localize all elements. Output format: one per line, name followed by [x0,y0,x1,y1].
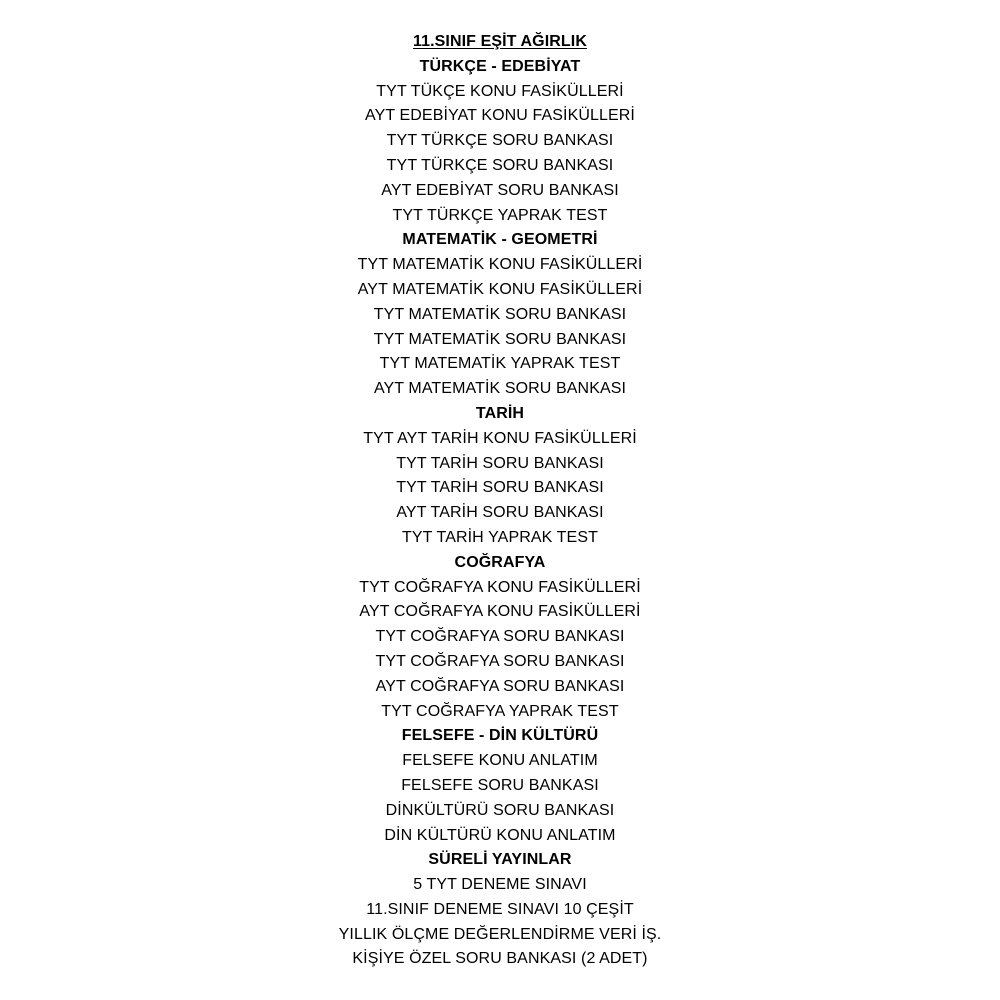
list-item: TYT TARİH SORU BANKASI [396,479,604,497]
list-item: TYT TÜKÇE KONU FASİKÜLLERİ [376,82,624,100]
list-item: KİŞİYE ÖZEL SORU BANKASI (2 ADET) [352,950,648,968]
list-item: AYT COĞRAFYA SORU BANKASI [375,677,625,695]
list-item: TYT COĞRAFYA KONU FASİKÜLLERİ [359,578,641,596]
document-title: 11.SINIF EŞİT AĞIRLIK [413,33,587,50]
section-tarih [0,402,1000,551]
list-item: TYT TÜRKÇE YAPRAK TEST [392,206,608,224]
list-item: TYT MATEMATİK SORU BANKASI [373,305,627,323]
book-list-document [0,30,1000,972]
section-cografya [0,551,1000,725]
list-item: AYT TARİH SORU BANKASI [396,504,604,522]
section-heading: FELSEFE - DİN KÜLTÜRÜ [401,727,599,745]
list-item: TYT COĞRAFYA YAPRAK TEST [381,702,619,720]
list-item: AYT COĞRAFYA KONU FASİKÜLLERİ [359,603,641,621]
section-heading: COĞRAFYA [454,553,546,571]
list-item: TYT MATEMATİK SORU BANKASI [373,330,627,348]
section-sureli-yayinlar [0,848,1000,972]
list-item: TYT COĞRAFYA SORU BANKASI [375,628,625,646]
section-heading: TARİH [475,404,525,422]
list-item: TYT MATEMATİK KONU FASİKÜLLERİ [357,256,643,274]
list-item: TYT TÜRKÇE SORU BANKASI [386,156,614,174]
list-item: TYT TARİH SORU BANKASI [396,454,604,472]
section-matematik-geometri [0,228,1000,402]
list-item: AYT EDEBİYAT KONU FASİKÜLLERİ [365,107,635,125]
list-item: FELSEFE KONU ANLATIM [402,752,598,770]
section-heading: TÜRKÇE - EDEBİYAT [419,57,581,75]
list-item: DİN KÜLTÜRÜ KONU ANLATIM [384,826,616,844]
list-item: TYT COĞRAFYA SORU BANKASI [375,652,625,670]
list-item: 5 TYT DENEME SINAVI [413,876,587,894]
list-item: DİNKÜLTÜRÜ SORU BANKASI [385,801,615,819]
list-item: FELSEFE SORU BANKASI [401,776,599,794]
section-heading: MATEMATİK - GEOMETRİ [402,231,598,249]
section-turkce-edebiyat [0,55,1000,229]
list-item: YILLIK ÖLÇME DEĞERLENDİRME VERİ İŞ. [338,925,662,943]
list-item: TYT TÜRKÇE SORU BANKASI [386,132,614,150]
list-item: AYT MATEMATİK KONU FASİKÜLLERİ [357,280,643,298]
list-item: TYT AYT TARİH KONU FASİKÜLLERİ [363,429,637,447]
section-felsefe-din-kulturu [0,724,1000,848]
list-item: TYT MATEMATİK YAPRAK TEST [379,355,621,373]
list-item: TYT TARİH YAPRAK TEST [402,528,598,546]
list-item: AYT EDEBİYAT SORU BANKASI [381,181,619,199]
section-heading: SÜRELİ YAYINLAR [428,851,572,869]
list-item: AYT MATEMATİK SORU BANKASI [373,380,627,398]
list-item: 11.SINIF DENEME SINAVI 10 ÇEŞİT [366,900,634,918]
